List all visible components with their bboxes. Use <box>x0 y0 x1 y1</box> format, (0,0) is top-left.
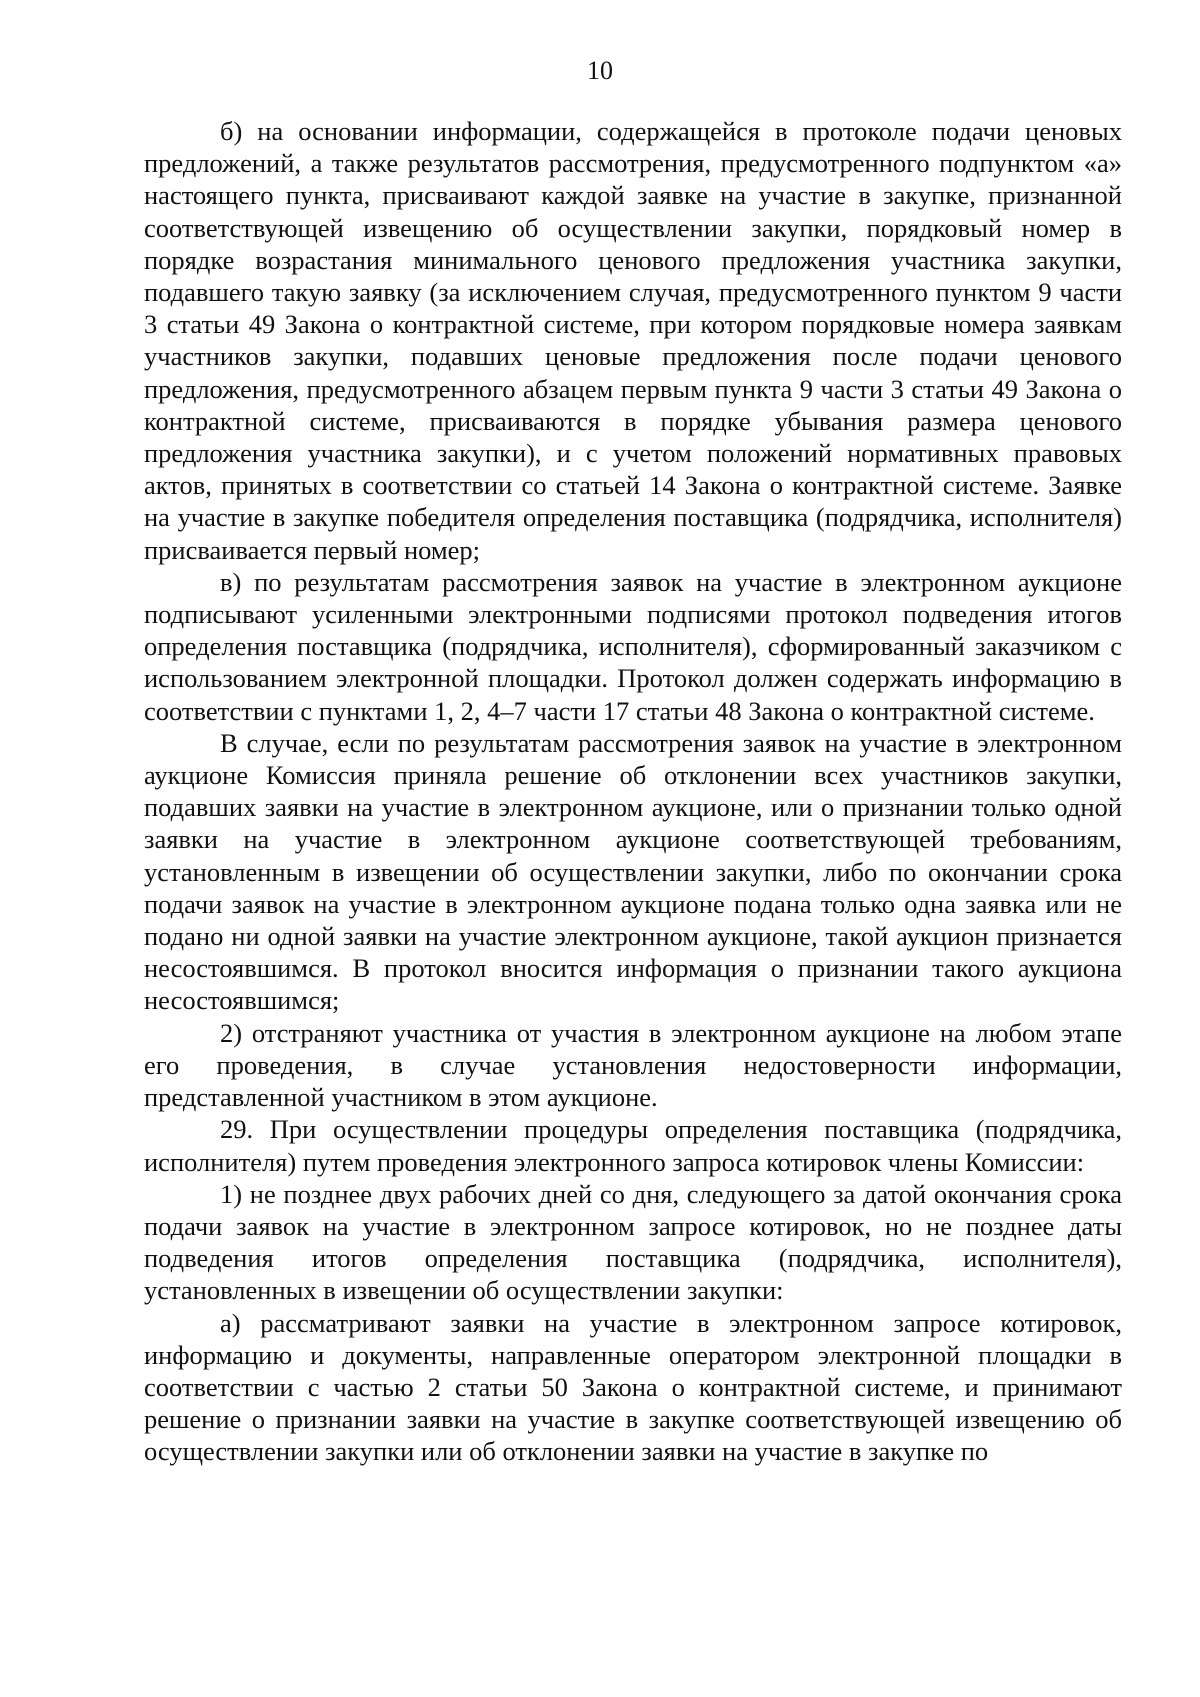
paragraph-b-numbering: б) на основании информации, содержащейся в протоколе подачи ценовых предложений, а также результатов рассмотрения, предусмотренного подпунктом «а» настоящего пункта, присваивают каждой заявке на участие в закупке, признанной соответствующей извещению об осуществлении закупки, порядковый номер в порядке возрастания минимального ценового предложения участника закупки, подавшего такую заявку (за исключением случая, предусмотренного пунктом 9 части 3 статьи 49 Закона о контрактной системе, при котором порядковые номера заявкам участников закупки, подавших ценовые предложения после подачи ценового предложения, предусмотренного абзацем первым пункта 9 части 3 статьи 49 Закона о контрактной системе, присваиваются в порядке убывания размера ценового предложения участника закупки), и с учетом положений нормативных правовых актов, принятых в соответствии со статьей 14 Закона о контрактной системе. Заявке на участие в закупке победителя определения поставщика (подрядчика, исполнителя) присваивается первый номер; <box>144 116 1122 565</box>
paragraph-a-review: а) рассматривают заявки на участие в электронном запросе котировок, информацию и документы, направленные оператором электронной площадки в соответствии с частью 2 статьи 50 Закона о контрактной системе, и принимают решение о признании заявки на участие в закупке соответствующей извещению об осуществлении закупки или об отклонении заявки на участие в закупке по <box>144 1307 1122 1467</box>
paragraph-1-deadline: 1) не позднее двух рабочих дней со дня, следующего за датой окончания срока подачи заявок на участие в электронном запросе котировок, но не позднее даты подведения итогов определения поставщика (подрядчика, исполнителя), установленных в извещении об осуществлении закупки: <box>144 1178 1122 1306</box>
document-body <box>144 115 1122 1468</box>
paragraph-2-suspension: 2) отстраняют участника от участия в электронном аукционе на любом этапе его проведения, в случае установления недостоверности информации, представленной участником в этом аукционе. <box>144 1017 1122 1113</box>
paragraph-v-protocol: в) по результатам рассмотрения заявок на участие в электронном аукционе подписывают усиленными электронными подписями протокол подведения итогов определения поставщика (подрядчика, исполнителя), сформированный заказчиком с использованием электронной площадки. Протокол должен содержать информацию в соответствии с пунктами 1, 2, 4–7 части 17 статьи 48 Закона о контрактной системе. <box>144 566 1122 726</box>
page-number: 10 <box>587 56 613 85</box>
paragraph-auction-failed: В случае, если по результатам рассмотрения заявок на участие в электронном аукционе Комиссия приняла решение об отклонении всех участников закупки, подавших заявки на участие в электронном аукционе, или о признании только одной заявки на участие в электронном аукционе соответствующей требованиям, установленным в извещении об осуществлении закупки, либо по окончании срока подачи заявок на участие в электронном аукционе подана только одна заявка или не подано ни одной заявки на участие электронном аукционе, такой аукцион признается несостоявшимся. В протокол вносится информация о признании такого аукциона несостоявшимся; <box>144 727 1122 1016</box>
paragraph-29-quotation-request: 29. При осуществлении процедуры определения поставщика (подрядчика, исполнителя) путем проведения электронного запроса котировок члены Комиссии: <box>144 1114 1122 1177</box>
